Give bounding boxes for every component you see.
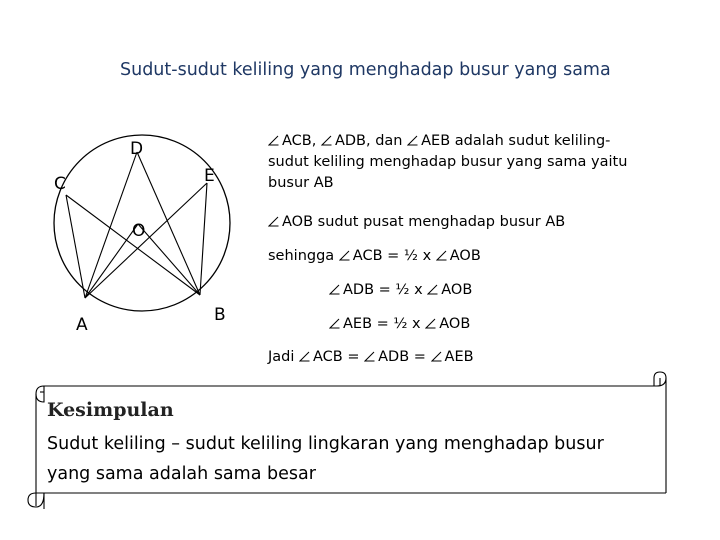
angle-acb-label: ACB, <box>282 133 317 149</box>
label-B: B <box>214 305 226 325</box>
label-D: D <box>130 139 144 159</box>
relation-aeb-right: AOB <box>439 316 471 332</box>
relation-adb-right: AOB <box>441 282 473 298</box>
relation-acb-left: ACB = ½ x <box>352 248 432 264</box>
label-A: A <box>76 315 88 335</box>
equation-adb: ADB = <box>378 349 426 365</box>
jadi-word: Jadi <box>268 349 295 365</box>
conclusion-line-1: Sudut keliling – sudut keliling lingkaran yang menghadap busur <box>47 434 604 454</box>
slide-title: Sudut-sudut keliling yang menghadap busur yang sama <box>120 60 611 80</box>
relation-acb-right: AOB <box>449 248 481 264</box>
sehingga-word: sehingga <box>268 248 335 264</box>
label-O: O <box>132 221 146 241</box>
conclusion-body <box>47 429 604 489</box>
explanation-line-3: busur AB <box>268 175 334 191</box>
label-E: E <box>204 166 215 186</box>
equation-acb: ACB = <box>313 349 360 365</box>
label-C: C <box>54 174 66 194</box>
relation-adb-left: ADB = ½ x <box>343 282 423 298</box>
relation-aeb-left: AEB = ½ x <box>343 316 421 332</box>
equation-aeb: AEB <box>444 349 474 365</box>
conclusion-heading: Kesimpulan <box>47 399 174 421</box>
angle-adb-label: ADB, dan <box>334 133 403 149</box>
explanation-line-2: sudut keliling menghadap busur yang sama yaitu <box>268 154 628 170</box>
central-angle-text: AOB sudut pusat menghadap busur AB <box>282 214 566 230</box>
angle-aeb-label: AEB adalah sudut keliling- <box>421 133 611 149</box>
conclusion-line-2: yang sama adalah sama besar <box>47 464 316 484</box>
